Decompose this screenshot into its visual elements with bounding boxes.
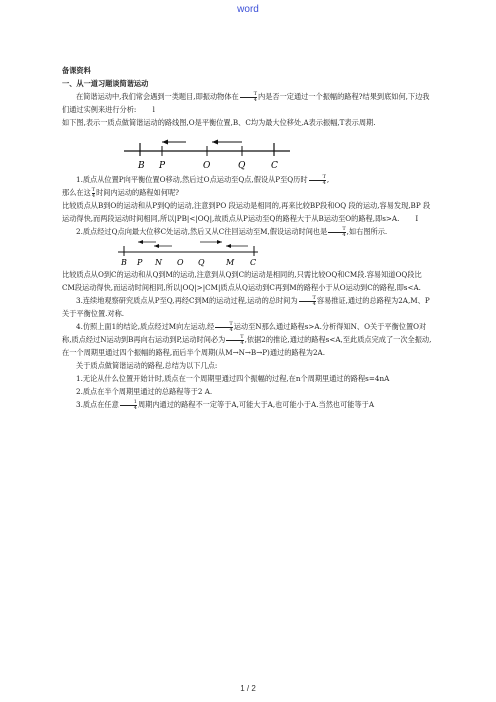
paragraph-summary-intro: 关于质点做简谐运动的路程,总结为以下几点: [76,361,218,370]
paragraph-case1: 1.质点从位置P向平衡位置O移动,然后过O点运动至Q点,假设从P至Q历时 $\frac{T}{4}$ , [76,173,330,186]
fig2-label: C [250,258,257,267]
fig2-label: O [177,258,184,267]
paragraph-case2-analysis: 比较质点从O到C的运动和从Q到M的运动,注意到从Q到C的运动是相同的,只需比较OQ和CM段.容易知道OQ段比CM段运动得快,而运动时间相同,所以|OQ|>|CM|质点从Q运动到C再到M的路程小于从O运动到C的路程,即s<A. [62,270,422,292]
fig1-label: Q [238,161,246,171]
paragraph-summary-3: 3.质点在任意 $\frac{1}{4}$ 周期内通过的路程不一定等于A,可能大于A,也可能小于A.当然也可能等于A [76,398,375,411]
paragraph-case3: 3.连续地观察研究质点从P至Q,再经C到M的运动过程,运动的总时间为 $\frac{T}{4}$ 容易推证,通过的总路程为2A,M、P关于平衡位置.对称. [62,294,430,318]
heading-prep: 备课资料 [62,66,91,75]
paragraph-intro: 在简谐运动中,我们常会遇到一类题目,即振动物体在 $\frac{T}{4}$ 内是否一定通过一个振幅的路程?结果到底如何,下边我们通过实例来进行分析: l [62,90,430,114]
fig2-label: Q [198,258,205,267]
page-header: word [237,4,259,15]
paragraph-summary-1: 1.无论从什么位置开始计时,质点在一个周期里通过四个振幅的过程,在n个周期里通过的路程s=4nA [76,374,390,383]
fig1-label: O [203,161,211,171]
paragraph-case4: 4.仿照上面1的结论,质点经过M向左运动,经 $\frac{T}{4}$ 运动至N那么通过路程s>A.分析得知N、O关于平衡位置O对称,质点经过N运动到B再向右运动到P,运动时间必为 $\frac{T}{4}$ ,依据2的推论,通过的路程s<A,至此质点完成了一次全振动,在一个周期里通过四个振幅的路程,而后半个周期(从M→N→B→P)通过的路程为2A. [62,320,432,357]
page-number: 1 / 2 [240,684,256,693]
fraction: $\frac{T}{4}$ [240,92,257,103]
paragraph-case1-analysis: 比较质点从B到O的运动和从P到Q的运动,注意到PO 段运动是相同的,再来比较BP段和OQ 段的运动,容易发现,BP 段运动得快,而两段运动时间相同,所以|PB|<|OQ|,故质点从P运动至Q的路程大于从B运动至O的路程,即s>A. I [62,201,431,223]
fig1-label: P [159,161,166,171]
fig1-label: B [138,161,145,171]
fig1-label: C [271,161,278,171]
figure-line-diagram [62,129,434,173]
paragraph-figure-desc: 如下图,表示一质点做简谐运动的路线图,O是平衡位置,B、C均为最大位移处,A表示振幅,T表示周期. [62,118,376,127]
document-body [62,60,434,411]
figure-oscillation-path [62,129,434,173]
paragraph-case1-question: 那么在这 $\frac{T}{4}$ 时间内运动的路程如何呢? [62,186,180,199]
fig2-label: M [226,258,235,267]
fig2-label: P [137,258,143,267]
heading-section-one: 一、从一道习题谈简谐运动 [62,79,149,88]
figure-line-diagram-2 [62,238,434,268]
fig2-label: N [155,258,162,267]
fig2-label: B [121,258,127,267]
paragraph-case2: 2.质点经过Q点向最大位移C处运动,然后又从C往回运动至M,假设运动时间也是 $\frac{T}{4}$ ,如右图所示. [76,225,388,238]
figure-oscillation-path-2 [62,238,434,268]
paragraph-summary-2: 2.质点在半个周期里通过的总路程等于2 A. [76,387,213,396]
